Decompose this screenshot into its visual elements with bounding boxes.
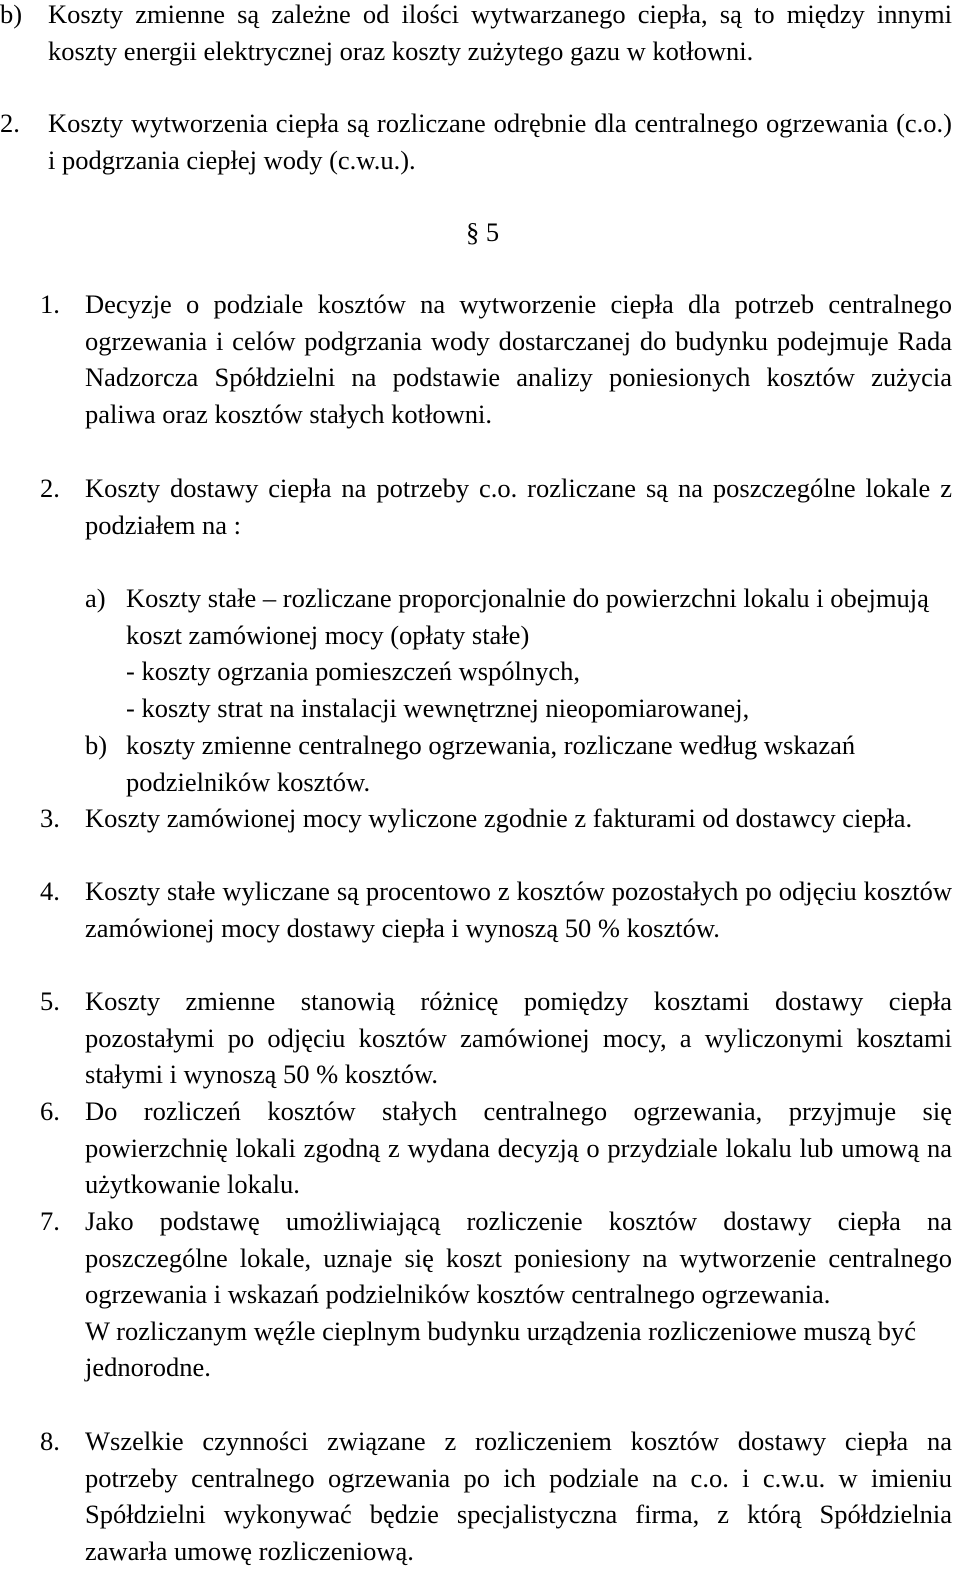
- paragraph-text: Koszty zmienne są zależne od ilości wytwarzanego ciepła, są to między innymi koszty energii elektrycznej oraz koszty zużytego gazu w kotłowni.: [48, 0, 952, 66]
- paragraph-text: Wszelkie czynności związane z rozliczeniem kosztów dostawy ciepła na potrzeby centralnego ogrzewania po ich podziale na c.o. i c.w.u. w imieniu Spółdzielni wykonywać będzie specjalistyczna firma, z którą Spółdzielnia zawarła umowę rozliczeniową.: [85, 1426, 952, 1566]
- section5-item-8: [40, 1423, 952, 1569]
- list-marker: 8.: [40, 1426, 60, 1456]
- list-marker: 2.: [40, 473, 60, 503]
- section5-item-2: [40, 470, 952, 543]
- paragraph-text: Koszty dostawy ciepła na potrzeby c.o. rozliczane są na poszczególne lokale z podziałem na :: [85, 473, 952, 540]
- paragraph-text: Decyzje o podziale kosztów na wytworzenie ciepła dla potrzeb centralnego ogrzewania i celów podgrzania wody dostarczanej do budynku podejmuje Rada Nadzorcza Spółdzielni na podstawie analizy poniesionych kosztów zużycia paliwa oraz kosztów stałych kotłowni.: [85, 289, 952, 429]
- dash-line-2: - koszty strat na instalacji wewnętrznej nieopomiarowanej,: [126, 692, 750, 723]
- section5-item-5: [40, 983, 952, 1093]
- sub-item-b: [85, 727, 952, 800]
- list-marker: 7.: [40, 1206, 60, 1236]
- list-marker: 5.: [40, 986, 60, 1016]
- section5-item-4: [40, 873, 952, 946]
- section5-item-7: [40, 1203, 952, 1386]
- paragraph-text: Do rozliczeń kosztów stałych centralnego ogrzewania, przyjmuje się powierzchnię lokali zgodną z wydana decyzją o przydziale lokalu lub umową na użytkowanie lokalu.: [85, 1096, 952, 1200]
- list-marker: 3.: [40, 803, 60, 833]
- list-marker: 4.: [40, 876, 60, 906]
- paragraph-text: Koszty zmienne stanowią różnicę pomiędzy kosztami dostawy ciepła pozostałymi po odjęciu kosztów zamówionej mocy, a wyliczonymi kosztami stałymi i wynoszą 50 % kosztów.: [85, 986, 952, 1090]
- paragraph-text: Koszty zamówionej mocy wyliczone zgodnie z fakturami od dostawcy ciepła.: [85, 803, 913, 833]
- dash-line-1: - koszty ogrzania pomieszczeń wspólnych,: [126, 656, 581, 687]
- list-marker: 6.: [40, 1096, 60, 1126]
- section5-item-1: [40, 286, 952, 432]
- section5-item-3: [40, 800, 952, 837]
- paragraph-text: Koszty stałe – rozliczane proporcjonalnie do powierzchni lokalu i obejmują koszt zamówionej mocy (opłaty stałe): [126, 583, 929, 650]
- section-heading: § 5: [466, 217, 500, 247]
- list-marker: b): [0, 0, 23, 29]
- list-marker: b): [85, 730, 108, 760]
- list-marker: a): [85, 583, 106, 613]
- paragraph-extra-text: W rozliczanym węźle cieplnym budynku urządzenia rozliczeniowe muszą być jednorodne.: [85, 1315, 916, 1383]
- paragraph-text: Koszty stałe wyliczane są procentowo z kosztów pozostałych po odjęciu kosztów zamówionej mocy dostawy ciepła i wynoszą 50 % kosztów.: [85, 876, 952, 943]
- list-item-2-top: [0, 105, 952, 178]
- paragraph-text: koszty zmienne centralnego ogrzewania, rozliczane według wskazań podzielników kosztów.: [126, 730, 856, 797]
- paragraph-text: Koszty wytworzenia ciepła są rozliczane odrębnie dla centralnego ogrzewania (c.o.) i podgrzania ciepłej wody (c.w.u.).: [48, 108, 952, 175]
- list-marker: 2.: [0, 108, 20, 138]
- list-item-b-top: [0, 0, 952, 69]
- list-marker: 1.: [40, 289, 60, 319]
- sub-item-a: [85, 580, 952, 726]
- paragraph-text: Jako podstawę umożliwiającą rozliczenie kosztów dostawy ciepła na poszczególne lokale, uznaje się koszt poniesiony na wytworzenie centralnego ogrzewania i wskazań podzielników kosztów centralnego ogrzewania.: [85, 1206, 952, 1310]
- section5-item-6: [40, 1093, 952, 1203]
